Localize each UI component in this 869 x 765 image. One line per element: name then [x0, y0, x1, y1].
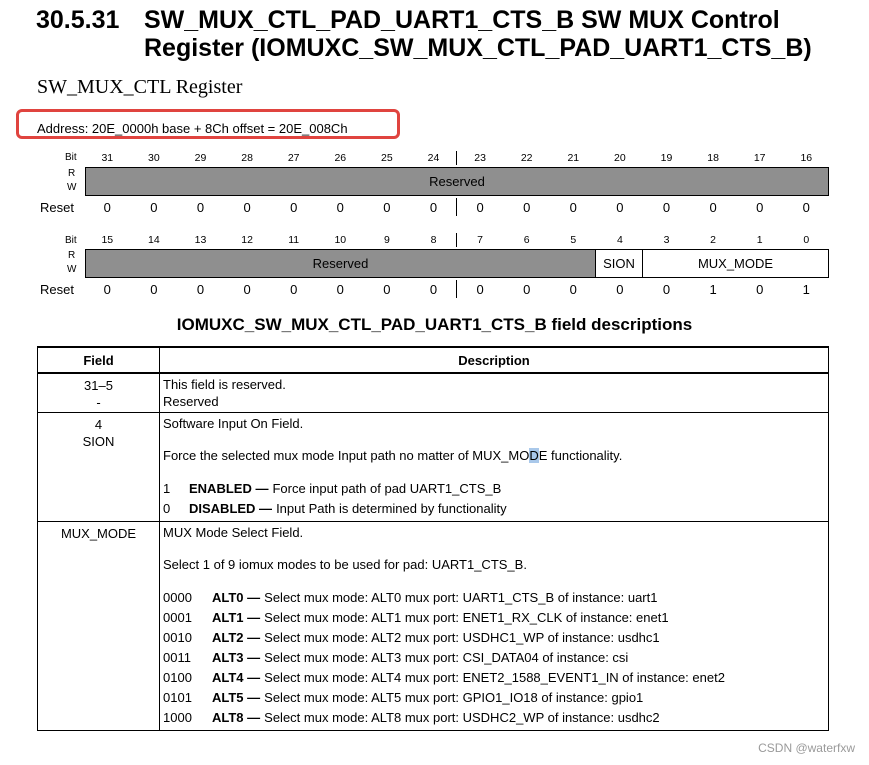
- bit-label: Bit: [65, 235, 77, 246]
- table-row: [38, 373, 829, 413]
- description-cell: [160, 522, 829, 731]
- header-description: Description: [160, 347, 829, 373]
- table-row: [38, 522, 829, 731]
- bit-number: 5: [570, 234, 577, 246]
- field-bits: 31–5: [84, 378, 113, 393]
- bit-divider: [456, 151, 457, 165]
- bit-number: 9: [383, 234, 390, 246]
- reset-value: 0: [150, 282, 158, 297]
- reset-divider: [456, 198, 457, 216]
- enum-item: 0100 ALT4 — Select mux mode: ALT4 mux port: ENET2_1588_EVENT1_IN of instance: enet2: [163, 670, 725, 685]
- table-row: [38, 413, 829, 522]
- enum-item: 0001 ALT1 — Select mux mode: ALT1 mux port: ENET1_RX_CLK of instance: enet1: [163, 610, 669, 625]
- reset-value: 0: [290, 282, 298, 297]
- bit-number: 0: [803, 234, 810, 246]
- register-subheading: SW_MUX_CTL Register: [37, 76, 243, 98]
- bit-number: 10: [334, 234, 347, 246]
- reset-value: 0: [756, 282, 764, 297]
- reset-label: Reset: [40, 282, 74, 297]
- reset-label: Reset: [40, 200, 74, 215]
- bit-number: 7: [477, 234, 484, 246]
- enum-item: 1000 ALT8 — Select mux mode: ALT8 mux port: USDHC2_WP of instance: usdhc2: [163, 710, 660, 725]
- reserved-field-upper: [85, 167, 829, 196]
- bit-number: 20: [614, 152, 626, 164]
- w-label: W: [67, 264, 77, 275]
- field-cell: [38, 522, 160, 731]
- reset-value: 0: [662, 200, 671, 215]
- reset-value: 1: [709, 282, 717, 297]
- description-text: MUX Mode Select Field.: [163, 525, 304, 540]
- bit-number: 21: [567, 152, 580, 164]
- bit-number: 26: [334, 152, 347, 164]
- bit-number: 13: [194, 234, 207, 246]
- bit-number: 16: [800, 152, 813, 164]
- reset-value: 0: [662, 282, 671, 297]
- bit-number: 12: [241, 234, 253, 246]
- reset-value: 0: [476, 282, 484, 297]
- bit-number: 11: [288, 234, 300, 246]
- table-header-row: [38, 347, 829, 373]
- bit-number: 19: [660, 152, 673, 164]
- reset-value: 0: [616, 200, 624, 215]
- reset-value: 0: [103, 282, 111, 297]
- reset-value: 0: [616, 282, 624, 297]
- reset-value: 0: [569, 282, 577, 297]
- section-title-line2: Register (IOMUXC_SW_MUX_CTL_PAD_UART1_CTS_B): [144, 34, 812, 62]
- watermark: CSDN @waterfxw: [758, 741, 855, 755]
- field-cell: [38, 413, 160, 522]
- register-address: Address: 20E_0000h base + 8Ch offset = 20E_008Ch: [37, 121, 348, 136]
- bit-number: 28: [241, 152, 253, 164]
- reset-value: 0: [569, 200, 577, 215]
- reset-value: 0: [336, 200, 344, 215]
- field-name: MUX_MODE: [60, 526, 137, 541]
- bit-label: Bit: [65, 152, 77, 163]
- reset-value: 0: [383, 200, 391, 215]
- r-label: R: [68, 168, 76, 179]
- bit-number: 29: [194, 152, 207, 164]
- enum-item: 0011 ALT3 — Select mux mode: ALT3 mux port: CSI_DATA04 of instance: csi: [163, 650, 629, 665]
- bit-number: 3: [663, 234, 670, 246]
- bit-number: 23: [474, 152, 486, 164]
- text-selection: D: [529, 448, 539, 463]
- description-text: This field is reserved.: [163, 377, 286, 392]
- field-name: SION: [82, 434, 115, 449]
- r-label: R: [68, 250, 76, 261]
- enum-item: 0 DISABLED — Input Path is determined by functionality: [163, 501, 507, 516]
- description-text: Software Input On Field.: [163, 416, 304, 431]
- sion-field: [595, 249, 643, 278]
- bit-divider: [456, 233, 457, 247]
- mux-mode-field-label: MUX_MODE: [697, 256, 774, 271]
- reset-value: 0: [756, 200, 764, 215]
- reset-value: 0: [476, 200, 484, 215]
- section-number: 30.5.31: [36, 6, 120, 34]
- enum-item: 0101 ALT5 — Select mux mode: ALT5 mux port: GPIO1_IO18 of instance: gpio1: [163, 690, 644, 705]
- bit-number: 25: [381, 152, 393, 164]
- description-text: Force the selected mux mode Input path no matter of MUX_MODE functionality.: [163, 448, 623, 463]
- reset-value: 0: [290, 200, 298, 215]
- section-title-line1: SW_MUX_CTL_PAD_UART1_CTS_B SW MUX Control: [144, 6, 780, 34]
- reset-value: 0: [243, 200, 251, 215]
- table-title: IOMUXC_SW_MUX_CTL_PAD_UART1_CTS_B field descriptions: [176, 315, 693, 334]
- reset-value: 1: [802, 282, 810, 297]
- enum-item: 0000 ALT0 — Select mux mode: ALT0 mux port: UART1_CTS_B of instance: uart1: [163, 590, 658, 605]
- field-cell: [38, 373, 160, 413]
- bit-number: 30: [148, 152, 160, 164]
- header-field: Field: [38, 347, 160, 373]
- reset-value: 0: [523, 282, 531, 297]
- bit-number: 24: [427, 152, 440, 164]
- enum-item: 1 ENABLED — Force input path of pad UART1_CTS_B: [163, 481, 502, 496]
- reset-value: 0: [196, 200, 205, 215]
- bit-number: 17: [753, 152, 766, 164]
- reserved-field-label: Reserved: [312, 256, 369, 271]
- bit-number: 6: [523, 234, 530, 246]
- bit-number: 1: [756, 234, 763, 246]
- bit-number: 14: [148, 234, 160, 246]
- field-descriptions-table: [37, 346, 829, 731]
- reset-value: 0: [429, 200, 438, 215]
- field-name: -: [96, 395, 101, 410]
- description-cell: [160, 373, 829, 413]
- bit-number: 31: [101, 152, 114, 164]
- sion-field-label: SION: [603, 256, 635, 271]
- reset-value: 0: [150, 200, 158, 215]
- reset-divider: [456, 280, 457, 298]
- reserved-field-label: Reserved: [429, 174, 485, 189]
- bit-number: 2: [710, 234, 717, 246]
- bit-number: 22: [520, 152, 533, 164]
- mux-mode-field: [642, 249, 829, 278]
- reset-value: 0: [523, 200, 531, 215]
- reset-value: 0: [196, 282, 205, 297]
- description-text: Reserved: [163, 394, 219, 409]
- bit-number: 15: [101, 234, 114, 246]
- reset-value: 0: [103, 200, 111, 215]
- bit-number: 8: [430, 234, 437, 246]
- w-label: W: [67, 182, 77, 193]
- reset-value: 0: [336, 282, 344, 297]
- reset-value: 0: [429, 282, 438, 297]
- reset-value: 0: [802, 200, 810, 215]
- reserved-field-lower: [85, 249, 596, 278]
- reset-value: 0: [243, 282, 251, 297]
- bit-number: 27: [287, 152, 300, 164]
- description-cell: [160, 413, 829, 522]
- reset-value: 0: [709, 200, 717, 215]
- bit-number: 18: [707, 152, 719, 164]
- enum-item: 0010 ALT2 — Select mux mode: ALT2 mux port: USDHC1_WP of instance: usdhc1: [163, 630, 660, 645]
- bit-number: 4: [616, 234, 623, 246]
- reset-value: 0: [383, 282, 391, 297]
- description-text: Select 1 of 9 iomux modes to be used for pad: UART1_CTS_B.: [163, 557, 527, 572]
- field-bits: 4: [94, 417, 103, 432]
